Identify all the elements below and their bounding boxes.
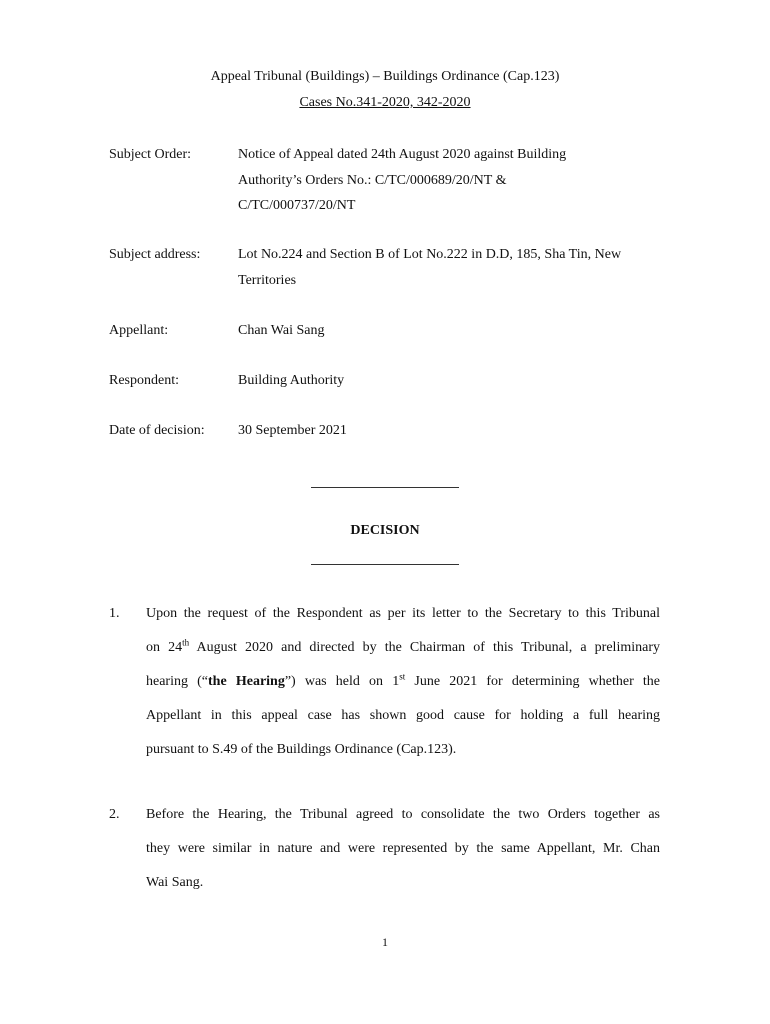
subject-address-line: Territories <box>238 272 297 288</box>
respondent-value: Building Authority <box>238 373 345 388</box>
paragraph-line: Wai Sang. <box>146 875 204 890</box>
subject-address-value <box>238 242 668 293</box>
subject-order-line: Notice of Appeal dated 24th August 2020 against Building <box>238 147 567 162</box>
subject-order-line: Authority’s Orders No.: C/TC/000689/20/NT & <box>238 172 507 188</box>
defined-term: the Hearing <box>208 674 285 689</box>
date-of-decision-label: Date of decision: <box>109 423 205 438</box>
paragraph-number: 1. <box>109 606 120 621</box>
paragraph-line: Before the Hearing, the Tribunal agreed to consolidate the two Orders together as <box>146 807 660 822</box>
appellant-value: Chan Wai Sang <box>238 323 325 338</box>
subject-order-line: C/TC/000737/20/NT <box>238 198 356 213</box>
subject-address-label: Subject address: <box>109 247 201 262</box>
date-of-decision-value: 30 September 2021 <box>238 423 347 438</box>
divider-line <box>311 564 459 565</box>
subject-order-value <box>238 142 668 219</box>
paragraph-line: Appellant in this appeal case has shown good cause for holding a full hearing <box>146 708 660 723</box>
paragraph-text <box>146 597 660 767</box>
paragraph-number: 2. <box>109 807 120 822</box>
case-numbers: Cases No.341-2020, 342-2020 <box>299 95 471 110</box>
tribunal-title: Appeal Tribunal (Buildings) – Buildings Ordinance (Cap.123) <box>210 69 560 84</box>
subject-order-label: Subject Order: <box>109 147 192 162</box>
paragraph-text <box>146 798 660 900</box>
paragraph-line: hearing (“the Hearing”) was held on 1st June 2021 for determining whether the <box>146 671 660 689</box>
appellant-label: Appellant: <box>109 323 169 338</box>
paragraph-line: they were similar in nature and were represented by the same Appellant, Mr. Chan <box>146 841 660 856</box>
divider-line <box>311 487 459 488</box>
paragraph-line: Upon the request of the Respondent as per its letter to the Secretary to this Tribunal <box>146 606 660 621</box>
paragraph-line: pursuant to S.49 of the Buildings Ordinance (Cap.123). <box>146 742 457 757</box>
subject-address-line: Lot No.224 and Section B of Lot No.222 in D.D, 185, Sha Tin, New <box>238 247 622 262</box>
page-number: 1 <box>382 935 388 949</box>
paragraph-line: on 24th August 2020 and directed by the Chairman of this Tribunal, a preliminary <box>146 637 660 655</box>
respondent-label: Respondent: <box>109 373 179 388</box>
decision-heading: DECISION <box>350 523 420 538</box>
